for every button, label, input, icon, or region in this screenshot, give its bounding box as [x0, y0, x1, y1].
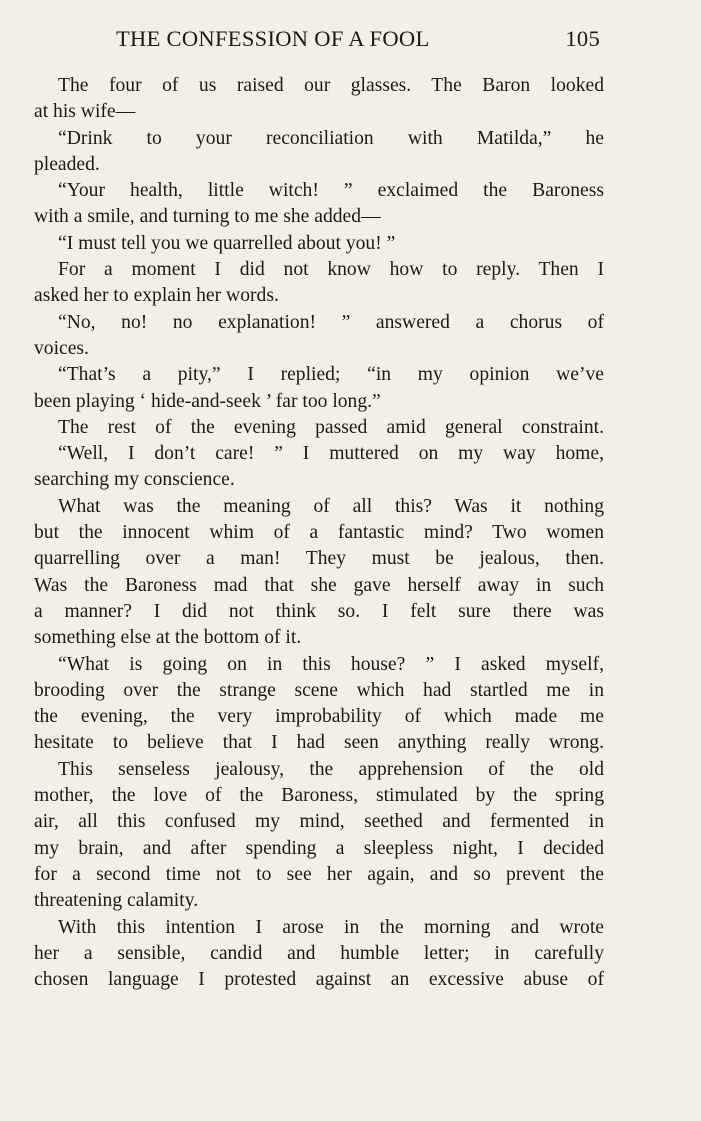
text-line: at his wife—: [34, 101, 136, 123]
text-line: quarrelling over a man! They must be jealous, then.: [34, 548, 604, 570]
text-line: “What is going on in this house? ” I asked myself,: [58, 653, 604, 675]
text-line: pleaded.: [34, 153, 100, 175]
text-line: “No, no! no explanation! ” answered a chorus of: [58, 311, 604, 333]
page-number: 105: [565, 26, 600, 51]
header-title: THE CONFESSION OF A FOOL: [116, 26, 430, 51]
text-line: the evening, the very improbability of which made me: [34, 706, 604, 728]
text-line: What was the meaning of all this? Was it nothing: [58, 495, 604, 517]
text-line: for a second time not to see her again, and so prevent the: [34, 863, 604, 885]
text-line: with a smile, and turning to me she added—: [34, 206, 381, 228]
text-line: voices.: [34, 337, 89, 359]
text-line: been playing ‘ hide-and-seek ’ far too long.”: [34, 390, 381, 412]
text-line: Was the Baroness mad that she gave herself away in such: [34, 574, 604, 596]
text-line: air, all this confused my mind, seethed and fermented in: [34, 811, 604, 833]
text-line: brooding over the strange scene which had startled me in: [34, 679, 604, 701]
text-line: hesitate to believe that I had seen anything really wrong.: [34, 732, 604, 754]
text-line: For a moment I did not know how to reply. Then I: [58, 259, 604, 281]
text-line: chosen language I protested against an excessive abuse of: [34, 969, 604, 991]
text-line: This senseless jealousy, the apprehension of the old: [58, 758, 604, 780]
text-line: but the innocent whim of a fantastic mind? Two women: [34, 522, 604, 544]
text-line: mother, the love of the Baroness, stimulated by the spring: [34, 785, 604, 807]
text-line: something else at the bottom of it.: [34, 627, 302, 649]
text-line: “That’s a pity,” I replied; “in my opinion we’ve: [58, 364, 604, 386]
text-line: “I must tell you we quarrelled about you! ”: [58, 232, 396, 254]
text-line: my brain, and after spending a sleepless night, I decided: [34, 837, 604, 859]
text-line: her a sensible, candid and humble letter; in carefully: [34, 942, 604, 964]
text-line: “Drink to your reconciliation with Matilda,” he: [58, 127, 604, 149]
text-line: searching my conscience.: [34, 469, 235, 491]
text-line: a manner? I did not think so. I felt sure there was: [34, 600, 604, 622]
text-line: asked her to explain her words.: [34, 285, 279, 307]
text-line: The four of us raised our glasses. The Baron looked: [58, 75, 604, 96]
body-text: [34, 73, 604, 993]
text-line: “Well, I don’t care! ” I muttered on my way home,: [58, 443, 604, 465]
text-line: “Your health, little witch! ” exclaimed the Baroness: [58, 180, 604, 202]
text-line: With this intention I arose in the morning and wrote: [58, 916, 604, 938]
text-line: threatening calamity.: [34, 890, 199, 912]
running-header: [116, 26, 600, 56]
text-line: The rest of the evening passed amid general constraint.: [58, 416, 604, 438]
